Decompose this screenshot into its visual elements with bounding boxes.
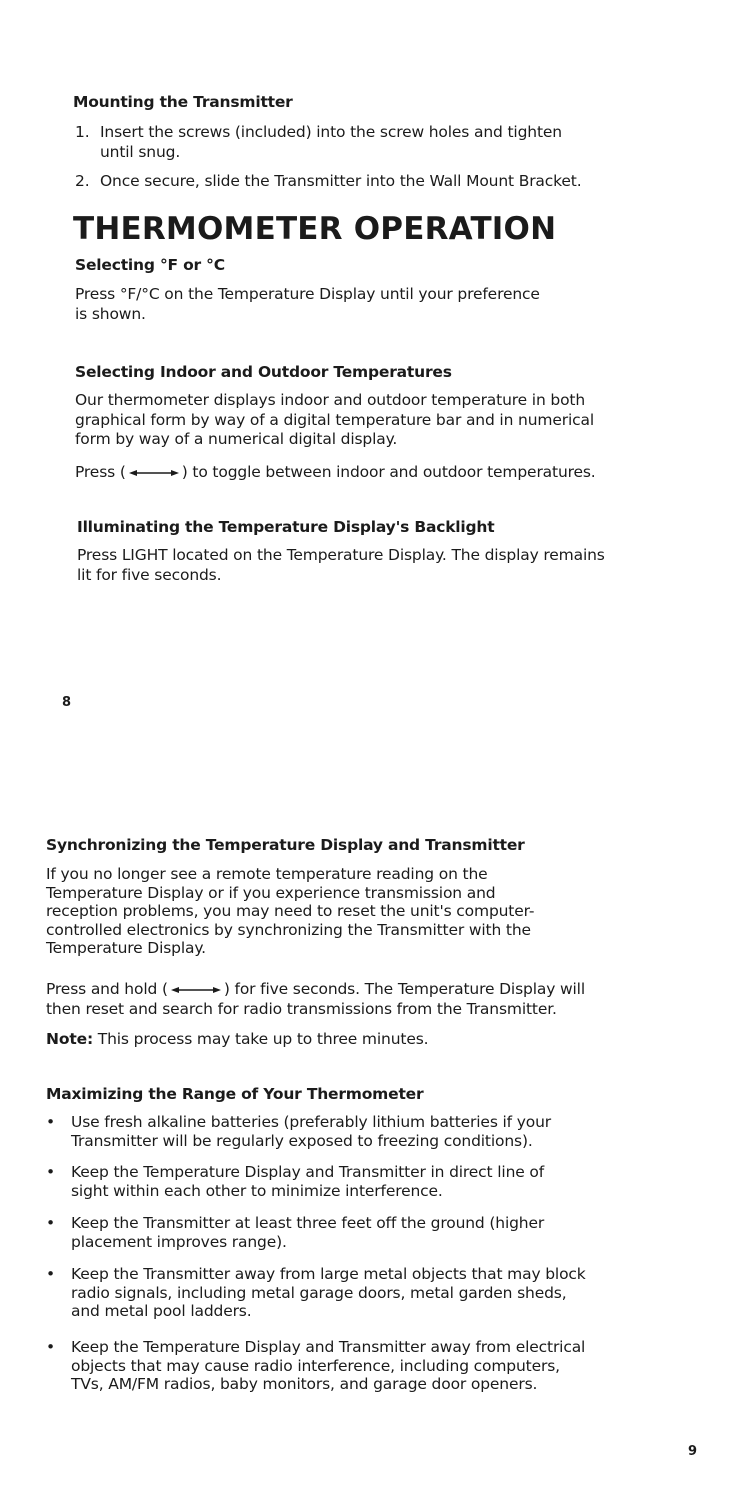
bullet-icon: • [46, 1163, 55, 1181]
manual-page-9 [0, 745, 741, 1501]
note-label: Note: [46, 1030, 93, 1048]
bullet-icon: • [46, 1113, 55, 1131]
arrow-button-icon [169, 985, 223, 995]
step-line: until snug. [100, 142, 181, 161]
range-bullet: • Use fresh alkaline batteries (preferably lithium batteries if your Transmitter will be regularly exposed to freezing conditions). [46, 1113, 552, 1150]
backlight-text: Press LIGHT located on the Temperature Display. The display remains lit for five seconds. [77, 546, 605, 584]
bullet-icon: • [46, 1338, 55, 1356]
arrow-button-icon [127, 468, 181, 478]
step-line: Once secure, slide the Transmitter into the Wall Mount Bracket. [100, 172, 582, 190]
page-number: 9 [688, 1444, 698, 1459]
indoor-outdoor-text: Our thermometer displays indoor and outdoor temperature in both graphical form by way of a digital temperature bar and in numerical form by way of a numerical digital display. [75, 391, 594, 448]
sync-note [46, 1030, 686, 1050]
step-number: 2. [75, 172, 90, 190]
mounting-step-2 [75, 172, 695, 192]
toggle-instruction: Press ( ) to toggle between indoor and outdoor temperatures. [75, 463, 596, 481]
mounting-step-1 [75, 123, 695, 163]
range-bullet: • Keep the Temperature Display and Transmitter in direct line of sight within each other to minimize interference. [46, 1163, 545, 1200]
sync-instruction: Press and hold ( ) for five seconds. The Temperature Display will then reset and search for radio transmissions from the Transmitter. [46, 980, 585, 1018]
section-title: THERMOMETER OPERATION [73, 211, 557, 247]
note-text: This process may take up to three minutes. [93, 1030, 429, 1048]
selecting-units-text: Press °F/°C on the Temperature Display until your preference is shown. [75, 285, 540, 323]
selecting-units-heading: Selecting °F or °C [75, 256, 225, 274]
sync-text: If you no longer see a remote temperature reading on the Temperature Display or if you experience transmission and reception problems, you may need to reset the unit's computer- controlled electronics by synchronizing the Transmitter with the Temperature Display. [46, 865, 535, 958]
bullet-icon: • [46, 1265, 55, 1283]
backlight-heading: Illuminating the Temperature Display's Backlight [77, 518, 495, 536]
range-bullet: • Keep the Transmitter at least three feet off the ground (higher placement improves range). [46, 1214, 545, 1251]
step-number: 1. [75, 123, 90, 141]
range-bullet: • Keep the Temperature Display and Transmitter away from electrical objects that may cause radio interference, including computers, TVs, AM/FM radios, baby monitors, and garage door openers. [46, 1338, 586, 1393]
range-heading: Maximizing the Range of Your Thermometer [46, 1085, 424, 1103]
sync-heading: Synchronizing the Temperature Display and Transmitter [46, 836, 525, 854]
page-number: 8 [62, 695, 72, 710]
mounting-heading: Mounting the Transmitter [73, 93, 293, 111]
bullet-icon: • [46, 1214, 55, 1232]
step-line: Insert the screws (included) into the screw holes and tighten [100, 123, 562, 141]
indoor-outdoor-heading: Selecting Indoor and Outdoor Temperatures [75, 363, 452, 381]
range-bullet: • Keep the Transmitter away from large metal objects that may block radio signals, including metal garage doors, metal garden sheds, and metal pool ladders. [46, 1265, 586, 1320]
manual-page-8 [0, 0, 741, 745]
